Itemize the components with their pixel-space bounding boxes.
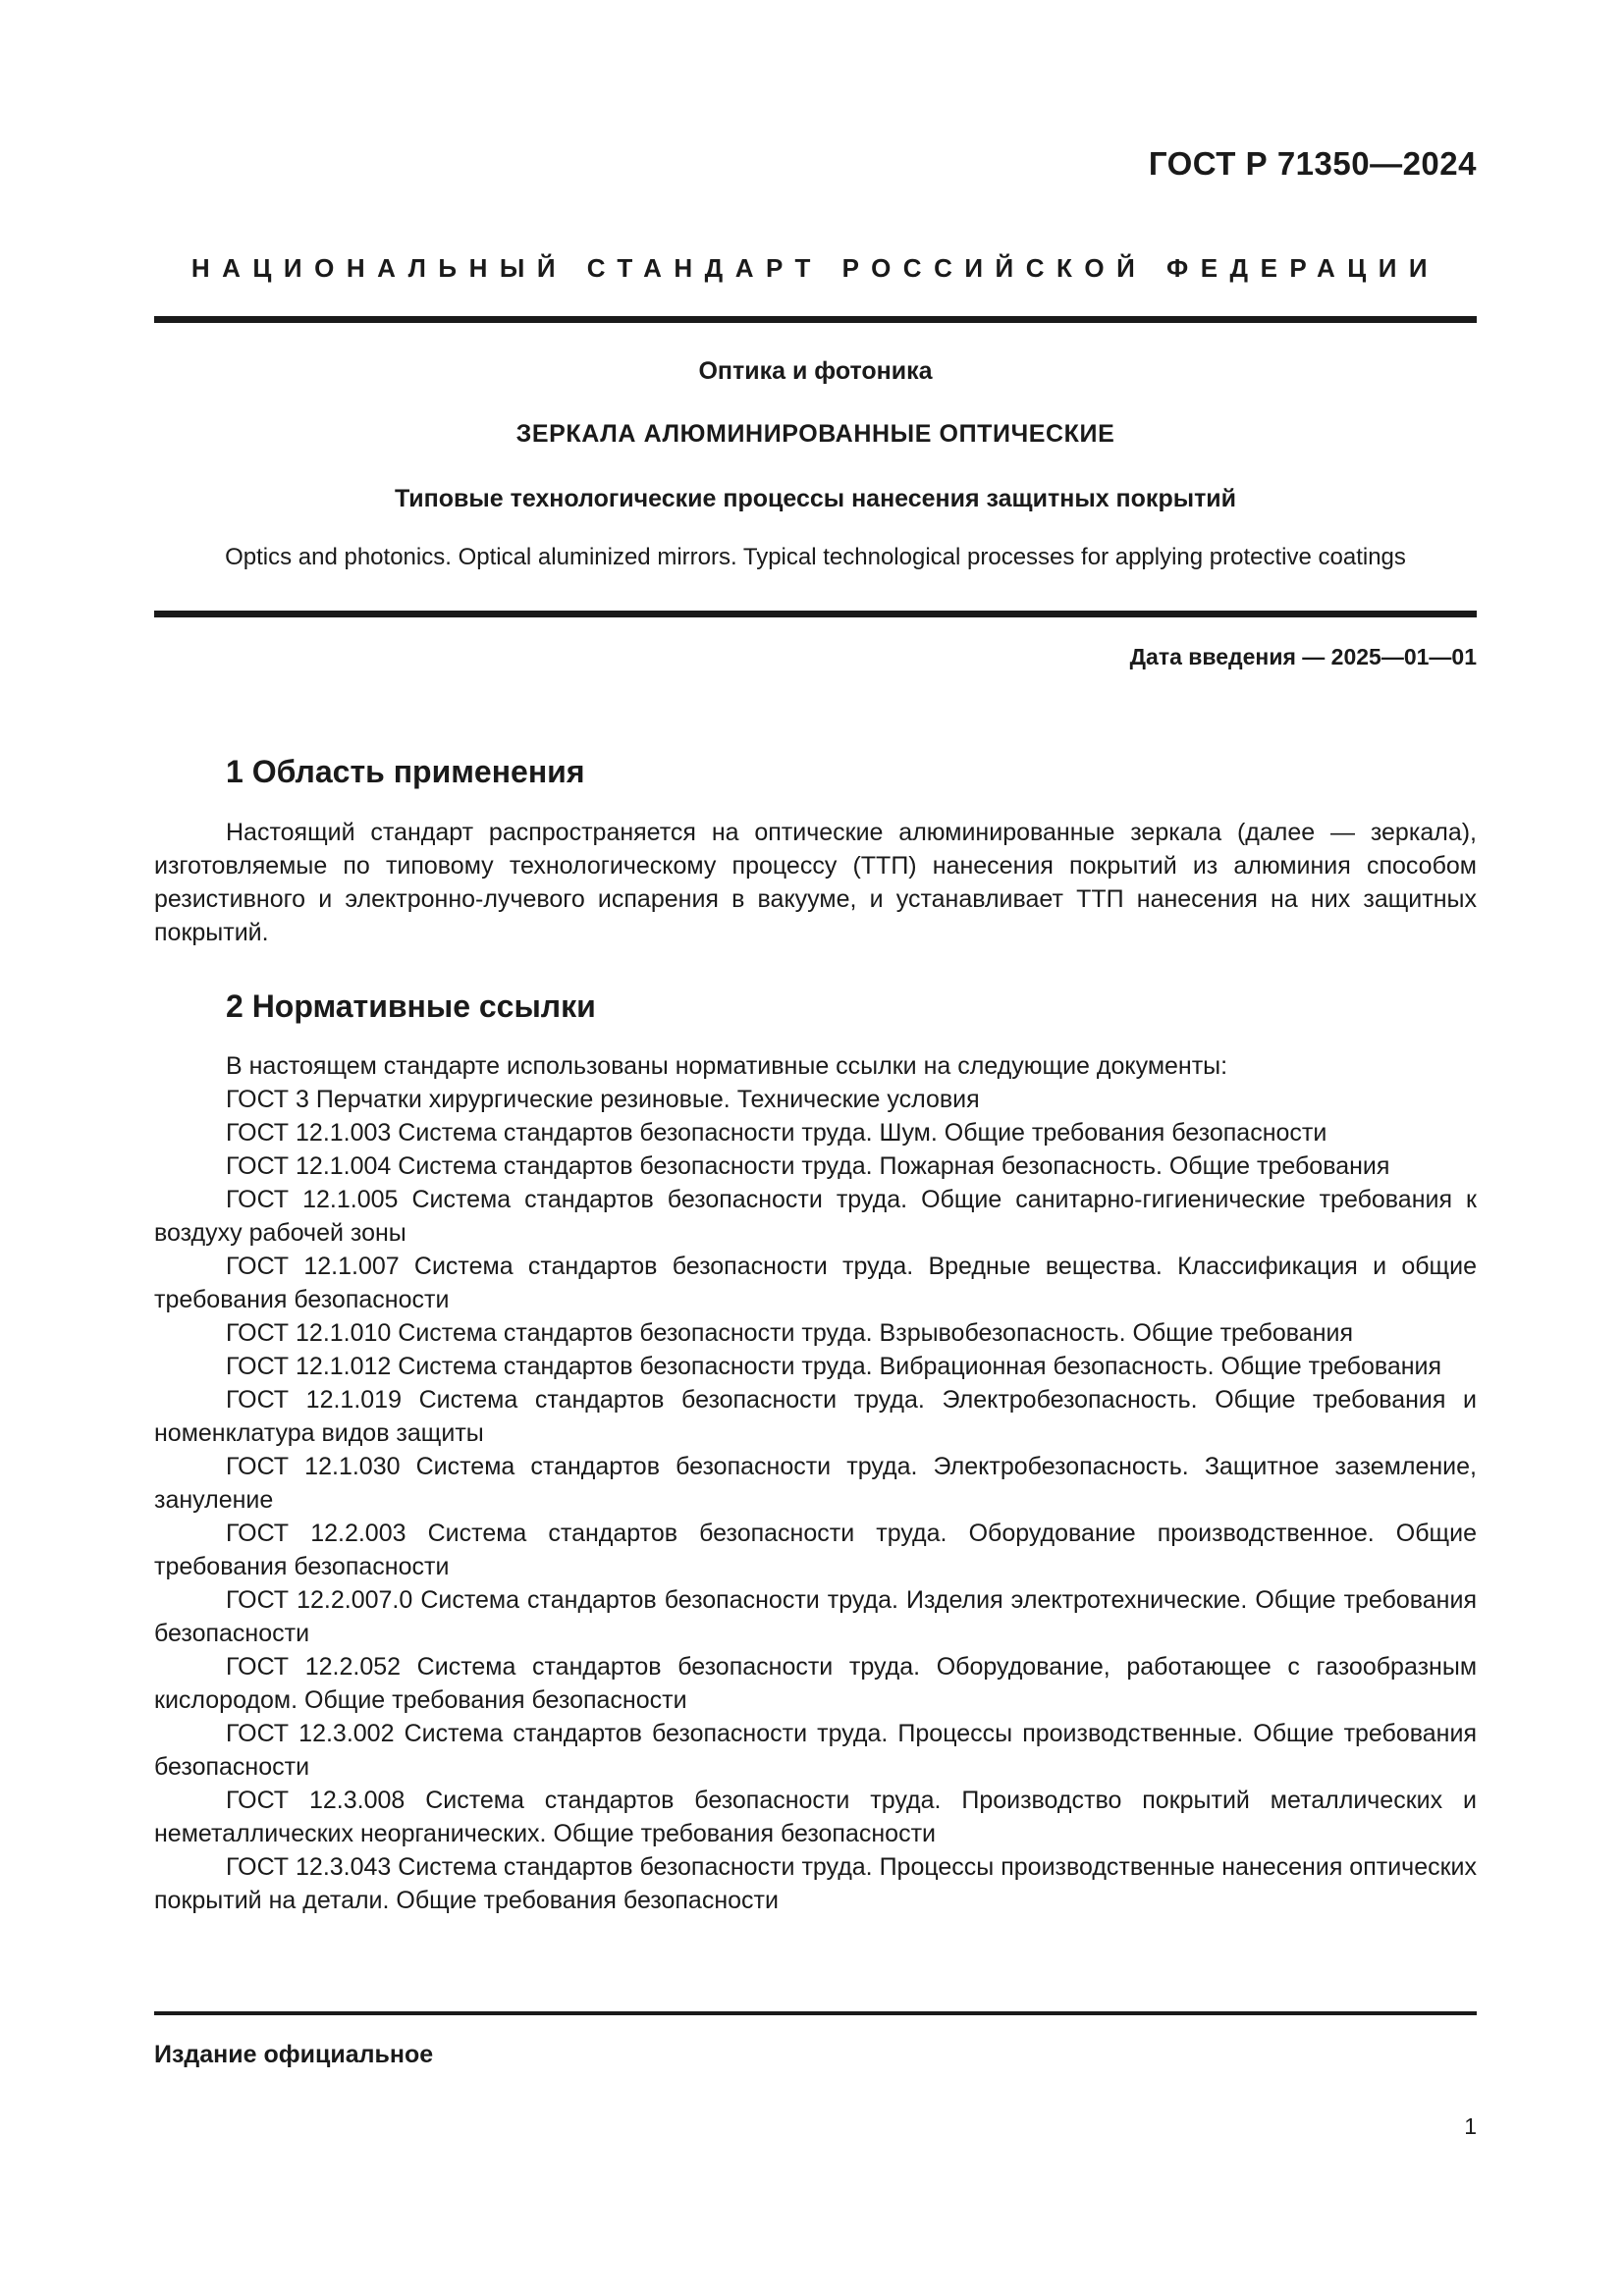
reference-item: ГОСТ 12.1.005 Система стандартов безопасности труда. Общие санитарно-гигиенические требования к воздуху рабочей зоны: [154, 1186, 1477, 1247]
section-1-paragraph: Настоящий стандарт распространяется на оптические алюминированные зеркала (далее — зеркала), изготовляемые по типовому технологическому процессу (ТТП) нанесения покрытий из алюминия способом резистивного и электронно-лучевого испарения в вакууме, и устанавливает ТТП нанесения на них защитных покрытий.: [154, 819, 1477, 946]
standard-subtitle: Типовые технологические процессы нанесения защитных покрытий: [394, 485, 1237, 512]
reference-item: ГОСТ 12.3.008 Система стандартов безопасности труда. Производство покрытий металлических и неметаллических неорганических. Общие требования безопасности: [154, 1787, 1477, 1847]
standard-main-title: ЗЕРКАЛА АЛЮМИНИРОВАННЫЕ ОПТИЧЕСКИЕ: [515, 420, 1115, 448]
introduction-date: Дата введения — 2025—01—01: [1129, 644, 1477, 669]
edition-label: Издание официальное: [154, 2041, 434, 2068]
reference-item: ГОСТ 12.1.012 Система стандартов безопасности труда. Вибрационная безопасность. Общие требования: [226, 1353, 1442, 1380]
reference-item: ГОСТ 12.1.007 Система стандартов безопасности труда. Вредные вещества. Классификация и общие требования безопасности: [154, 1253, 1477, 1313]
references-intro: В настоящем стандарте использованы нормативные ссылки на следующие документы:: [226, 1052, 1228, 1080]
reference-item: ГОСТ 12.1.004 Система стандартов безопасности труда. Пожарная безопасность. Общие требования: [226, 1152, 1390, 1180]
footer-divider: [154, 2011, 1477, 2015]
reference-item: ГОСТ 12.2.007.0 Система стандартов безопасности труда. Изделия электротехнические. Общие требования безопасности: [154, 1586, 1477, 1647]
national-standard-banner: НАЦИОНАЛЬНЫЙ СТАНДАРТ РОССИЙСКОЙ ФЕДЕРАЦИИ: [190, 253, 1440, 283]
english-title: Optics and photonics. Optical aluminized mirrors. Typical technological processes for applying protective coatings: [225, 544, 1406, 570]
reference-item: ГОСТ 12.1.010 Система стандартов безопасности труда. Взрывобезопасность. Общие требования: [226, 1319, 1354, 1347]
reference-item: ГОСТ 3 Перчатки хирургические резиновые. Технические условия: [226, 1086, 980, 1113]
page-number: 1: [1464, 2113, 1477, 2139]
reference-item: ГОСТ 12.3.002 Система стандартов безопасности труда. Процессы производственные. Общие требования безопасности: [154, 1720, 1477, 1781]
reference-item: ГОСТ 12.1.030 Система стандартов безопасности труда. Электробезопасность. Защитное заземление, зануление: [154, 1453, 1477, 1514]
section-2-heading: 2 Нормативные ссылки: [226, 988, 596, 1024]
top-divider: [154, 316, 1477, 323]
reference-item: ГОСТ 12.1.003 Система стандартов безопасности труда. Шум. Общие требования безопасности: [226, 1119, 1327, 1147]
gost-number: ГОСТ Р 71350—2024: [1148, 145, 1477, 182]
reference-item: ГОСТ 12.1.019 Система стандартов безопасности труда. Электробезопасность. Общие требования и номенклатура видов защиты: [154, 1386, 1477, 1447]
reference-item: ГОСТ 12.2.052 Система стандартов безопасности труда. Оборудование, работающее с газообразным кислородом. Общие требования безопасности: [154, 1653, 1477, 1714]
references-list: [154, 1049, 1477, 1917]
section-1-heading: 1 Область применения: [226, 754, 585, 789]
section-1-body: [154, 816, 1477, 949]
title-divider: [154, 611, 1477, 617]
reference-item: ГОСТ 12.3.043 Система стандартов безопасности труда. Процессы производственные нанесения оптических покрытий на детали. Общие требования безопасности: [154, 1853, 1477, 1914]
standard-field: Оптика и фотоника: [698, 357, 933, 385]
reference-item: ГОСТ 12.2.003 Система стандартов безопасности труда. Оборудование производственное. Общие требования безопасности: [154, 1520, 1477, 1580]
